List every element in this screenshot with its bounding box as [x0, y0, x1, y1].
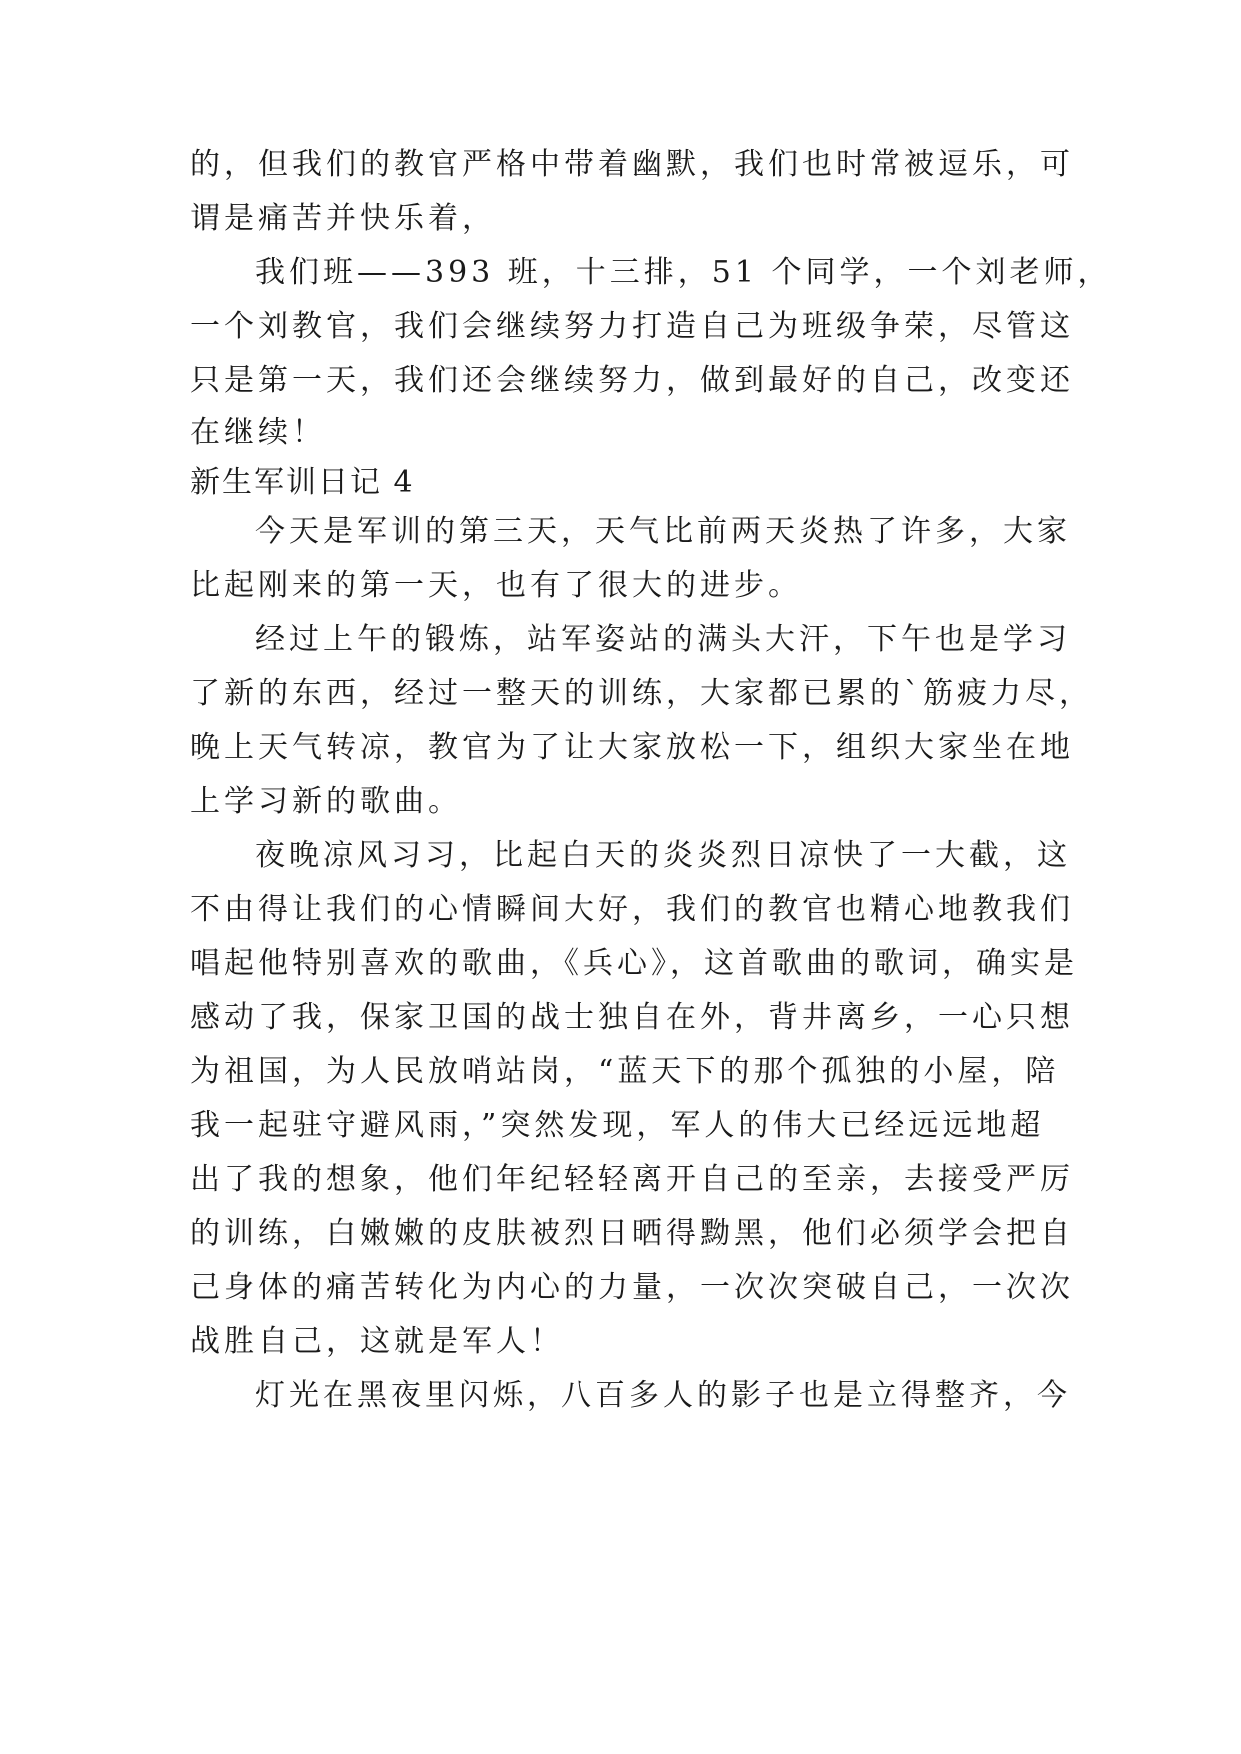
paragraph-line: 今天是军训的第三天，天气比前两天炎热了许多，大家	[255, 514, 1071, 549]
paragraph-line: 己身体的痛苦转化为内心的力量，一次次突破自己，一次次	[190, 1270, 1074, 1305]
section-heading: 新生军训日记 4	[190, 465, 415, 500]
paragraph-line: 经过上午的锻炼，站军姿站的满头大汗，下午也是学习	[255, 622, 1071, 657]
paragraph-line: 战胜自己，这就是军人！	[190, 1324, 564, 1359]
paragraph-line: 比起刚来的第一天，也有了很大的进步。	[190, 568, 802, 603]
paragraph-line: 一个刘教官，我们会继续努力打造自己为班级争荣，尽管这	[190, 309, 1074, 344]
paragraph-line: 的，但我们的教官严格中带着幽默，我们也时常被逗乐，可	[190, 147, 1074, 182]
paragraph-line: 上学习新的歌曲。	[190, 784, 462, 819]
paragraph-line: 的训练，白嫩嫩的皮肤被烈日晒得黝黑，他们必须学会把自	[190, 1216, 1074, 1251]
paragraph-line: 谓是痛苦并快乐着，	[190, 201, 496, 236]
paragraph-line: 只是第一天，我们还会继续努力，做到最好的自己，改变还	[190, 363, 1074, 398]
paragraph-line: 为祖国，为人民放哨站岗，“蓝天下的那个孤独的小屋，陪	[190, 1054, 1060, 1089]
paragraph-line: 感动了我，保家卫国的战士独自在外，背井离乡，一心只想	[190, 1000, 1074, 1035]
paragraph-line: 我一起驻守避风雨，”突然发现，军人的伟大已经远远地超	[190, 1108, 1045, 1143]
paragraph-line: 我们班——393 班，十三排，51 个同学，一个刘老师，	[255, 255, 1112, 290]
paragraph-line: 夜晚凉风习习，比起白天的炎炎烈日凉快了一大截，这	[255, 838, 1071, 873]
paragraph-line: 出了我的想象，他们年纪轻轻离开自己的至亲，去接受严厉	[190, 1162, 1074, 1197]
paragraph-line: 晚上天气转凉，教官为了让大家放松一下，组织大家坐在地	[190, 730, 1074, 765]
paragraph-line: 在继续！	[190, 415, 326, 450]
paragraph-line: 了新的东西，经过一整天的训练，大家都已累的`筋疲力尽，	[190, 676, 1093, 711]
paragraph-line: 不由得让我们的心情瞬间大好，我们的教官也精心地教我们	[190, 892, 1074, 927]
paragraph-line: 灯光在黑夜里闪烁，八百多人的影子也是立得整齐，今	[255, 1378, 1071, 1413]
paragraph-line: 唱起他特别喜欢的歌曲，《兵心》，这首歌曲的歌词，确实是	[190, 946, 1078, 981]
